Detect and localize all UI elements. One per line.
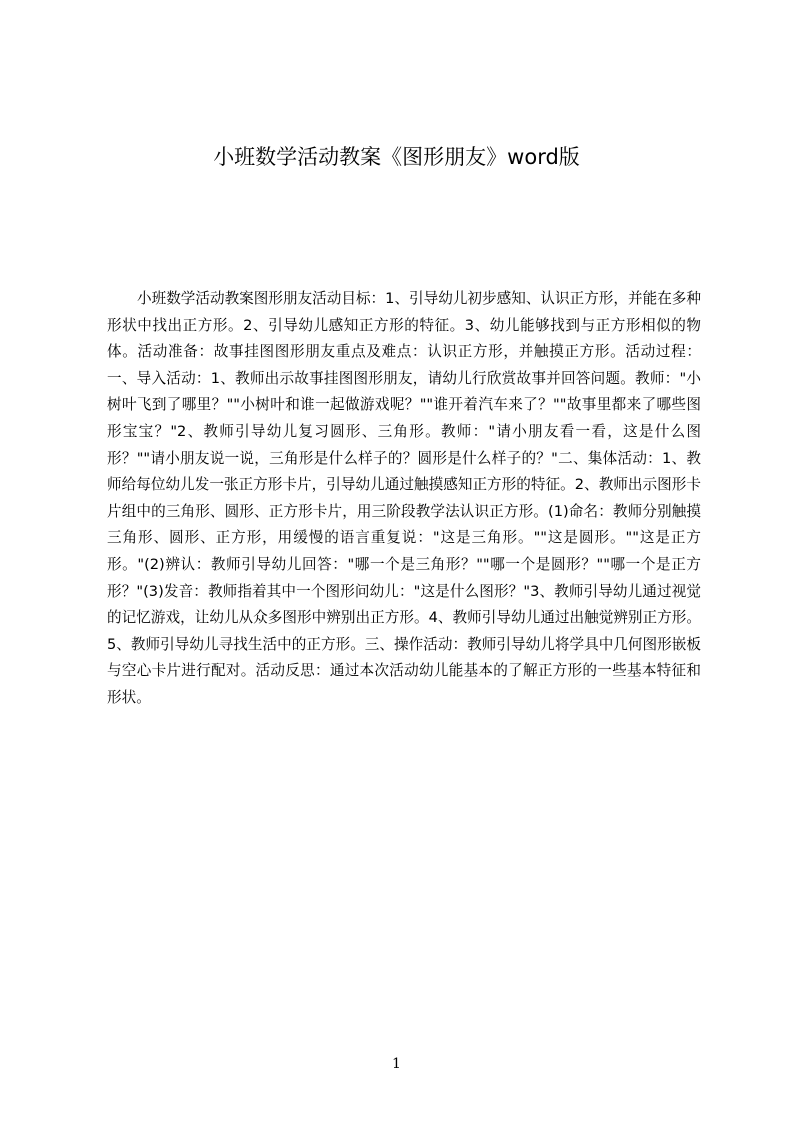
document-title: 小班数学活动教案《图形朋友》word版 — [213, 145, 580, 169]
page-number: 1 — [392, 1056, 401, 1072]
document-body-paragraph: 小班数学活动教案图形朋友活动目标：1、引导幼儿初步感知、认识正方形，并能在多种形状中找出正方形。2、引导幼儿感知正方形的特征。3、幼儿能够找到与正方形相似的物体。活动准备：故事挂图图形朋友重点及难点：认识正方形，并触摸正方形。活动过程：一、导入活动：1、教师出示故事挂图图形朋友，请幼儿行欣赏故事并回答问题。教师："小树叶飞到了哪里？""小树叶和谁一起做游戏呢？""谁开着汽车来了？""故事里都来了哪些图形宝宝？"2、教师引导幼儿复习圆形、三角形。教师："请小朋友看一看，这是什么图形？""请小朋友说一说，三角形是什么样子的？圆形是什么样子的？"二、集体活动：1、教师给每位幼儿发一张正方形卡片，引导幼儿通过触摸感知正方形的特征。2、教师出示图形卡片组中的三角形、圆形、正方形卡片，用三阶段教学法认识正方形。(1)命名：教师分别触摸三角形、圆形、正方形，用缓慢的语言重复说："这是三角形。""这是圆形。""这是正方形。"(2)辨认：教师引导幼儿回答："哪一个是三角形？""哪一个是圆形？""哪一个是正方形？"(3)发音：教师指着其中一个图形问幼儿："这是什么图形？"3、教师引导幼儿通过视觉的记忆游戏，让幼儿从众多图形中辨别出正方形。4、教师引导幼儿通过出触觉辨别正方形。5、教师引导幼儿寻找生活中的正方形。三、操作活动：教师引导幼儿将学具中几何图形嵌板与空心卡片进行配对。活动反思：通过本次活动幼儿能基本的了解正方形的一些基本特征和形状。 — [107, 290, 701, 706]
